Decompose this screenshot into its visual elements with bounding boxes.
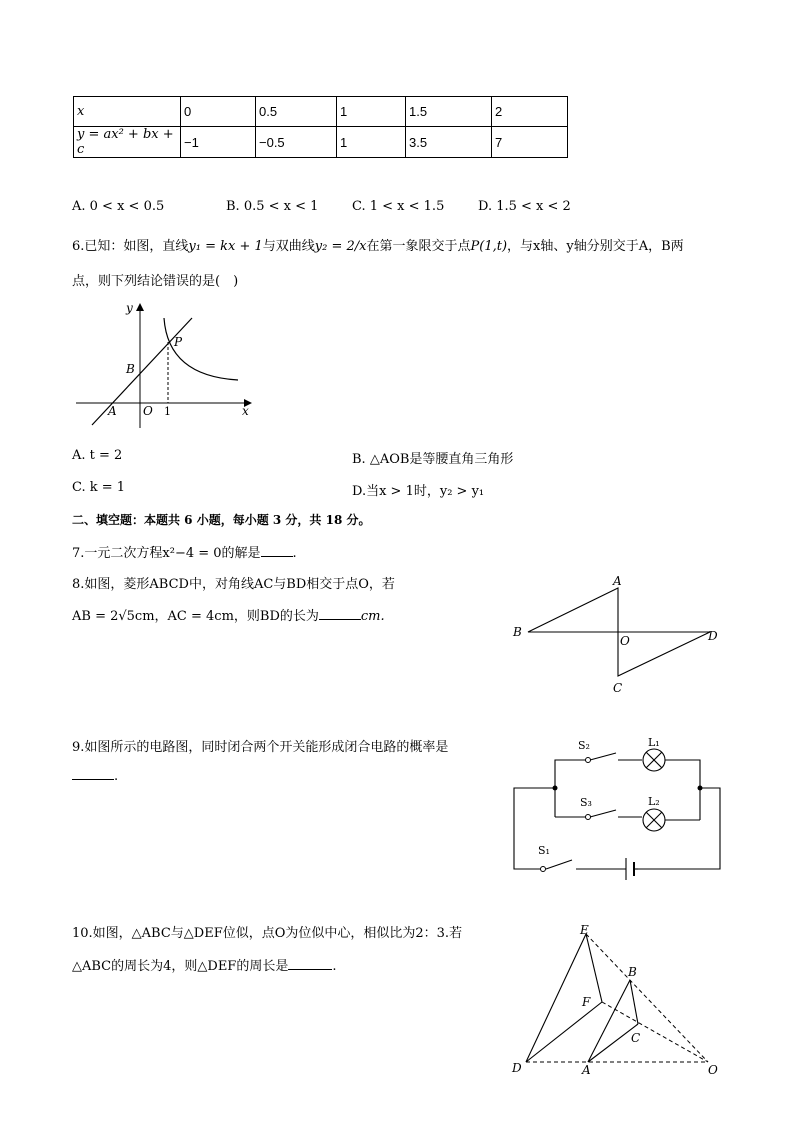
q5-option-b: B. 0.5 < x < 1 xyxy=(226,199,319,214)
q6-option-b: B. △AOB是等腰直角三角形 xyxy=(352,452,514,467)
answer-blank[interactable] xyxy=(288,957,332,970)
point-label-a: A xyxy=(108,404,117,418)
circuit-figure xyxy=(510,732,728,884)
q6-stem-line1 xyxy=(72,235,684,254)
switch-label-s2: S₂ xyxy=(578,739,590,752)
vertex-label-c: C xyxy=(613,681,623,695)
axis-label-x: x xyxy=(242,404,249,418)
similar-triangles-figure xyxy=(508,922,726,1082)
lamp-label-l2: L₂ xyxy=(648,795,660,808)
q8-text: AB = 2√5cm，AC = 4cm，则BD的长为 xyxy=(72,609,319,624)
q6-text: 6.已知：如图，直线 xyxy=(72,239,189,254)
point-label-b: B xyxy=(126,362,135,376)
q6-graph-figure xyxy=(70,298,260,434)
table-cell: 3.5 xyxy=(406,127,492,158)
q10-stem-line1: 10.如图，△ABC与△DEF位似，点O为位似中心，相似比为2：3.若 xyxy=(72,926,463,941)
q6-point: P(1,t) xyxy=(470,239,508,254)
vertex-label-e: E xyxy=(580,923,589,937)
vertex-label-f: F xyxy=(582,995,591,1009)
point-label-p: P xyxy=(174,335,183,349)
q6-text: 在第一象限交于点 xyxy=(366,239,471,254)
q5-option-d: D. 1.5 < x < 2 xyxy=(478,199,571,214)
q7-period: . xyxy=(292,546,297,561)
q10-period: . xyxy=(332,959,337,974)
switch-label-s3: S₃ xyxy=(580,796,592,809)
table-row xyxy=(74,97,568,127)
table-row xyxy=(74,127,568,158)
q8-stem-line1: 8.如图，菱形ABCD中，对角线AC与BD相交于点O，若 xyxy=(72,577,395,592)
q7-stem xyxy=(72,542,297,561)
q8-unit: cm. xyxy=(360,609,385,624)
answer-blank[interactable] xyxy=(72,767,114,780)
table-cell: 2 xyxy=(492,97,568,127)
q9-stem-line2 xyxy=(72,767,118,784)
q6-text: 与双曲线 xyxy=(262,239,315,254)
vertex-label-b: B xyxy=(513,625,522,639)
q6-text: ，与x轴、y轴分别交于A，B两 xyxy=(507,239,684,254)
value-table xyxy=(73,96,568,158)
table-cell: 0.5 xyxy=(256,97,337,127)
axis-label-y: y xyxy=(126,301,133,315)
q5-option-c: C. 1 < x < 1.5 xyxy=(352,199,445,214)
table-cell: x xyxy=(74,97,181,127)
q6-y1-formula: y₁ = kx + 1 xyxy=(188,239,263,254)
vertex-label-c: C xyxy=(631,1031,641,1045)
section-heading: 二、填空题：本题共 6 小题，每小题 3 分，共 18 分。 xyxy=(72,513,371,527)
q5-option-a: A. 0 < x < 0.5 xyxy=(72,199,165,214)
q6-y2-formula: y₂ = 2/x xyxy=(314,239,367,254)
q6-option-c: C. k = 1 xyxy=(72,480,126,495)
q6-option-a: A. t = 2 xyxy=(72,448,123,463)
answer-blank[interactable] xyxy=(261,544,293,557)
table-cell: −0.5 xyxy=(256,127,337,158)
table-cell: 1.5 xyxy=(406,97,492,127)
tick-label-one: 1 xyxy=(164,405,171,418)
vertex-label-d: D xyxy=(512,1061,522,1075)
vertex-label-a: A xyxy=(613,574,622,588)
answer-blank[interactable] xyxy=(319,607,361,620)
table-cell: 0 xyxy=(181,97,256,127)
q6-stem-line2: 点，则下列结论错误的是( ) xyxy=(72,274,239,289)
q10-stem-line2 xyxy=(72,955,336,974)
switch-label-s1: S₁ xyxy=(538,844,550,857)
q9-stem-line1: 9.如图所示的电路图，同时闭合两个开关能形成闭合电路的概率是 xyxy=(72,740,449,755)
point-label-o: O xyxy=(143,404,153,418)
table-cell: 1 xyxy=(337,97,406,127)
q8-stem-line2 xyxy=(72,605,385,624)
table-cell: −1 xyxy=(181,127,256,158)
q10-text: △ABC的周长为4，则△DEF的周长是 xyxy=(72,959,289,974)
center-label-o: O xyxy=(620,634,630,648)
q9-period: . xyxy=(114,769,119,784)
lamp-label-l1: L₁ xyxy=(648,736,660,749)
center-label-o: O xyxy=(708,1063,718,1077)
vertex-label-a: A xyxy=(582,1063,591,1077)
q7-text: 7.一元二次方程x²−4 = 0的解是 xyxy=(72,546,261,561)
rhombus-figure xyxy=(508,572,728,700)
table-cell: 7 xyxy=(492,127,568,158)
vertex-label-b: B xyxy=(628,965,637,979)
table-cell: y = ax² + bx + c xyxy=(74,127,181,158)
q6-option-d: D.当x > 1时，y₂ > y₁ xyxy=(352,484,485,499)
vertex-label-d: D xyxy=(708,629,718,643)
table-cell: 1 xyxy=(337,127,406,158)
